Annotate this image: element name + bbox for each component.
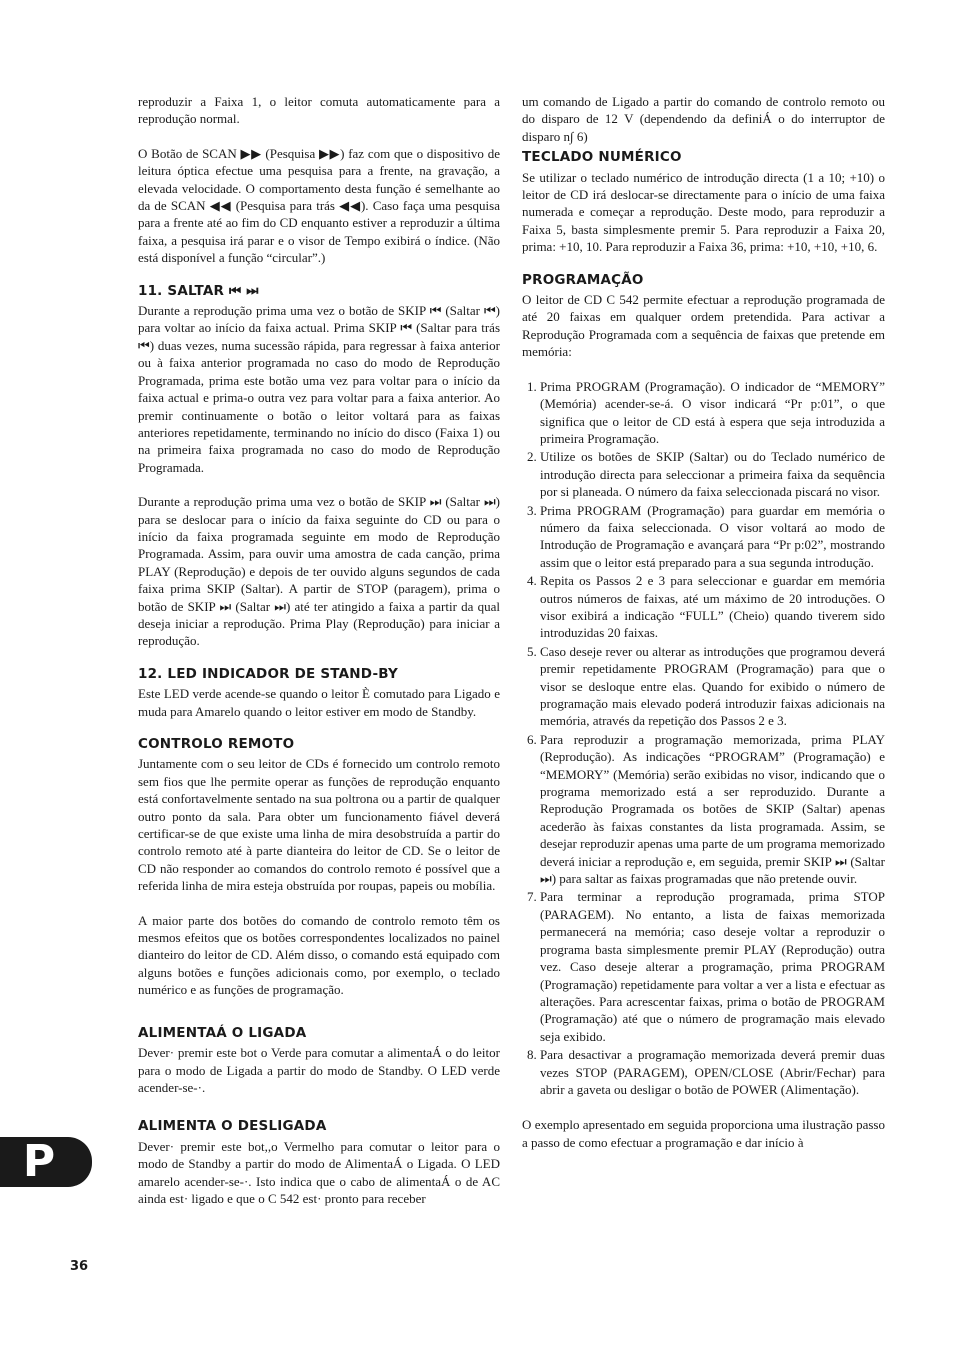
heading-power-on: ALIMENTAÁ O LIGADA — [138, 1024, 307, 1041]
list-item: 6. Para reproduzir a programação memorizada, prima PLAY (Reprodução). As indicações “PROGRAM” (Programação) e “MEMORY” (Memória) serão exibidas no visor, indicando que o programa memorizado está a ser reproduzido. Durante a Reprodução Programada os botões de SKIP (Saltar) apenas acederão às faixas constantes da lista programada. Assim, se desejar reproduzir apenas uma parte de um programa memorizado deverá iniciar a reprodução e, em seguida, premir SKIP ⏭ (Saltar ⏭) para saltar as faixas programadas que não pretende ouvir. — [540, 731, 885, 888]
list-item: 1. Prima PROGRAM (Programação). O indicador de “MEMORY” (Memória) acender-se-á. O visor indicará “Pr p:01”, o que significa que o leitor de CD está à espera que seja introduzida a primeira Programação. — [540, 378, 885, 448]
paragraph-continuation: um comando de Ligado a partir do comando de controlo remoto ou do disparo de 12 V (dependendo da definiÁ o do interruptor de disparo n∫ 6) — [522, 94, 885, 144]
program-steps-list — [522, 378, 885, 1099]
paragraph-led: Este LED verde acende-se quando o leitor È comutado para Ligado e muda para Amarelo quando o leitor estiver em modo de Standby. — [138, 686, 500, 719]
heading-keypad: TECLADO NUMÉRICO — [522, 149, 682, 166]
paragraph-example: O exemplo apresentado em seguida proporciona uma ilustração passo a passo de como efectuar a programação e dar início à — [522, 1117, 885, 1150]
paragraph-keypad: Se utilizar o teclado numérico de introdução directa (1 a 10; +10) o leitor de CD irá deslocar-se directamente para o início de uma faixa numerada e começar a reprodução. Deste modo, para reproduzir a Faixa 5, basta simplesmente premir 5. Para reproduzir a Faixa 20, prima: +10, 10. Para reproduzir a Faixa 36, prima: +10, +10, +10, 6. — [522, 169, 885, 255]
language-tab-letter: P — [22, 1136, 56, 1187]
paragraph-saltar-2: Durante a reprodução prima uma vez o botão de SKIP ⏭ (Saltar ⏭) para se deslocar para o início da faixa seguinte do CD ou para o início da faixa programada seguinte em modo de Reprodução Programada. Assim, para ouvir uma amostra de cada canção, prima PLAY (Reprodução) e depois de ter ouvido alguns segundos de cada faixa prima SKIP (Saltar). A partir de STOP (paragem), prima o botão de SKIP ⏭ (Saltar ⏭) até ter atingido a faixa a partir da qual deseja iniciar a reprodução. Prima Play (Reprodução) para iniciar a reprodução. — [138, 494, 500, 649]
list-item: 8. Para desactivar a programação memorizada deverá premir duas vezes STOP (PARAGEM), OPEN/CLOSE (Abrir/Fechar) para abrir a gaveta ou desligar o botão de POWER (Alimentação). — [540, 1046, 885, 1098]
paragraph-power-on: Dever· premir este bot o Verde para comutar a alimentaÁ o do leitor para o modo de Ligada a partir do modo de Standby. O LED verde acender-se-·. — [138, 1045, 500, 1095]
heading-program: PROGRAMAÇÃO — [522, 271, 644, 288]
paragraph-saltar-1: Durante a reprodução prima uma vez o botão de SKIP ⏮ (Saltar ⏮) para voltar ao início da faixa actual. Prima SKIP ⏮ (Saltar para trás ⏮) duas vezes, numa sucessão rápida, para regressar à faixa anterior ou à faixa anterior programada no caso do modo de Reprodução Programada, prima este botão uma vez para voltar para o início da faixa actual e prima-o outra vez para voltar para a faixa anterior. Ao premir continuamente o botão o leitor voltará para as faixas anteriores repetidamente, terminando no início do disco (Faixa 1) ou na primeira faixa programada no caso do modo de Reprodução Programada. — [138, 303, 500, 475]
heading-power-off: ALIMENTA O DESLIGADA — [138, 1118, 327, 1135]
heading-remote: CONTROLO REMOTO — [138, 736, 295, 752]
language-tab — [0, 1137, 92, 1187]
list-item: 3. Prima PROGRAM (Programação) para guardar em memória o número da faixa seleccionada. O visor voltará ao modo de Introdução de Programação e avançará para “Pr p:02”, mostrando assim que o leitor está preparado para a sua segunda introdução. — [540, 502, 885, 572]
paragraph-intro: reproduzir a Faixa 1, o leitor comuta automaticamente para a reprodução normal. — [138, 94, 500, 127]
paragraph-scan: O Botão de SCAN ▶▶ (Pesquisa ▶▶) faz com que o dispositivo de leitura óptica efectue uma pesquisa para a frente, na gravação, a elevada velocidade. O comportamento desta função é semelhante ao da de SCAN ◀◀ (Pesquisa para trás ◀◀). Caso faça uma pesquisa para a frente até ao fim do CD enquanto estiver a reproduzir a última faixa, a pesquisa irá parar e o visor de Tempo exibirá o índice. (Não está disponível a função “circular”.) — [138, 145, 500, 266]
heading-saltar: 11. SALTAR ⏮ ⏭ — [138, 282, 259, 299]
paragraph-remote-1: Juntamente com o seu leitor de CDs é fornecido um controlo remoto sem fios que lhe permite operar as funções de reprodução enquanto está confortavelmente sentado na sua poltrona ou a partir de qualquer outro ponto da sala. Para obter um funcionamento fiável deverá certificar-se de que existe uma linha de mira desobstruída a partir do controlo remoto até à parte dianteira do leitor de CD. Se o leitor de CD não responder ao comandos do controlo remoto é possível que a referida linha de mira esteja obstruída por roupas, papeis ou mobília. — [138, 756, 500, 894]
list-item: 7. Para terminar a reprodução programada, prima STOP (PARAGEM). No entanto, a lista de faixas memorizada permanecerá na memória; caso deseje voltar a reproduzir o programa basta simplesmente premir PLAY (Reprodução) outra vez. Caso deseje alterar a programação, prima PROGRAM (Programação) repetidamente para voltar a ver a lista e efectuar as alterações. Para acrescentar faixas, prima o botão de PROGRAM (Programação) até que o número de programação mais elevado seja exibido. — [540, 888, 885, 1045]
list-item: 4. Repita os Passos 2 e 3 para seleccionar e guardar em memória outros números de faixas, até um máximo de 20 introduções. O visor exibirá a indicação “FULL” (Cheio) quando tiverem sido introduzidas 20 faixas. — [540, 572, 885, 642]
paragraph-remote-2: A maior parte dos botões do comando de controlo remoto têm os mesmos efeitos que os botões correspondentes localizados no painel dianteiro do leitor de CD. Além disso, o comando está equipado com alguns botões e funções adicionais como, por exemplo, o teclado numérico e as funções de programação. — [138, 912, 500, 998]
paragraph-program: O leitor de CD C 542 permite efectuar a reprodução programada de até 20 faixas em qualquer ordem pretendida. Para activar a Reprodução Programada com a sequência de faixas que pretende em memória: — [522, 292, 885, 360]
left-column — [138, 93, 500, 1207]
list-item: 5. Caso deseje rever ou alterar as introduções que programou deverá premir repetidamente PROGRAM (Programação) para que o visor se desloque entre elas. Quando for exibido o número de programação mais elevado poderá introduzir faixas adicionais na memória, através da repetição dos Passos 2 e 3. — [540, 643, 885, 730]
page-number: 36 — [70, 1259, 89, 1274]
right-column — [522, 93, 885, 1151]
list-item: 2. Utilize os botões de SKIP (Saltar) ou do Teclado numérico de introdução directa para seleccionar a primeira faixa da sequência por si planeada. O número da faixa seleccionada piscará no visor. — [540, 448, 885, 500]
heading-led: 12. LED INDICADOR DE STAND-BY — [138, 665, 398, 682]
paragraph-power-off: Dever· premir este bot,,o Vermelho para comutar o leitor para o modo de Standby a partir do modo de AlimentaÁ o Ligada. O LED amarelo acender-se-·. Isto indica que o cabo de alimentaÁ o de AC ainda est· ligado e que o C 542 est· pronto para receber — [138, 1138, 500, 1206]
